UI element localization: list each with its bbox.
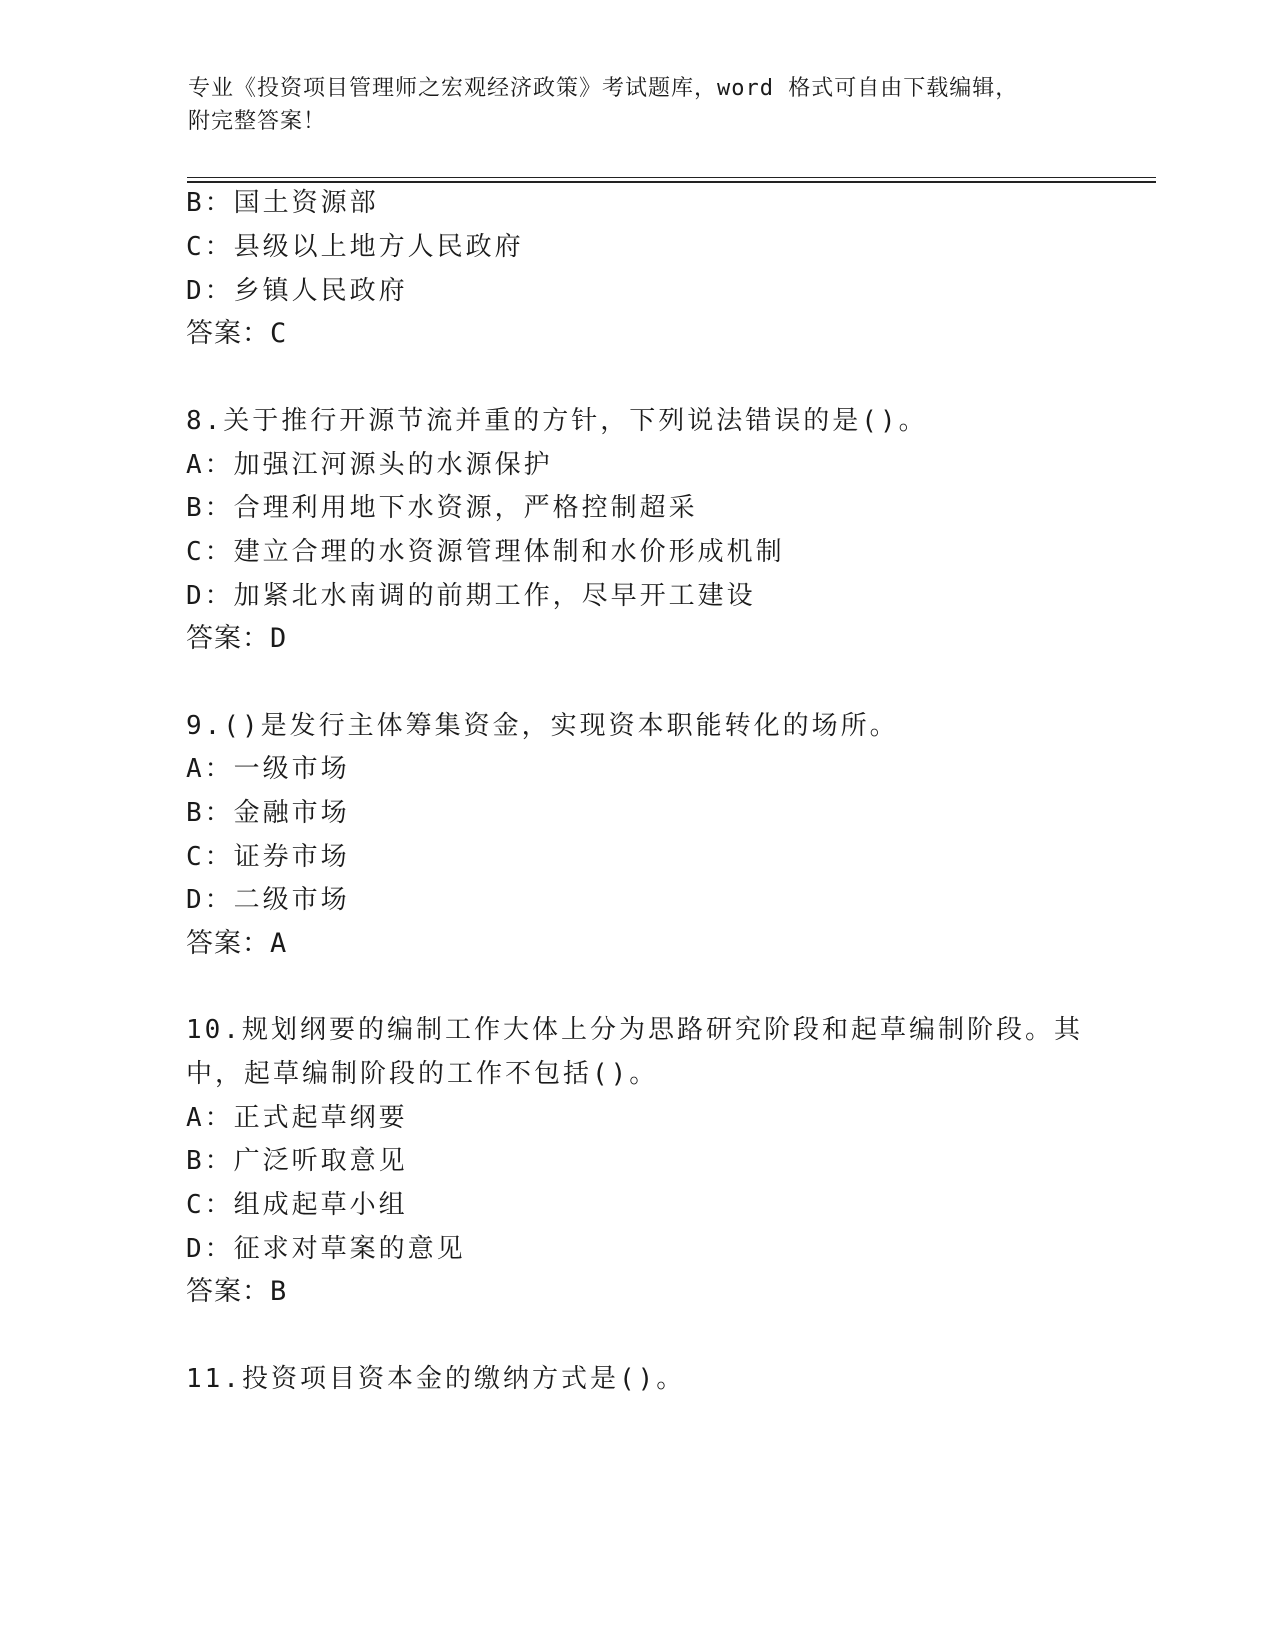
- option-d: D：乡镇人民政府: [186, 276, 408, 306]
- option-a: A：正式起草纲要: [186, 1103, 408, 1133]
- answer-label: 答案：: [186, 318, 270, 349]
- question-stem: 8.关于推行开源节流并重的方针，下列说法错误的是()。: [186, 406, 928, 436]
- answer-value: B: [270, 1276, 288, 1307]
- answer-value: C: [270, 318, 288, 349]
- answer-label: 答案：: [186, 623, 270, 654]
- answer-value: A: [270, 928, 288, 959]
- option-d: D：加紧北水南调的前期工作，尽早开工建设: [186, 581, 756, 611]
- option-b: B：金融市场: [186, 798, 350, 828]
- option-c: C：县级以上地方人民政府: [186, 232, 524, 262]
- question-stem-line-2: 中，起草编制阶段的工作不包括()。: [186, 1059, 659, 1089]
- option-c: C：证券市场: [186, 842, 350, 872]
- option-b: B：国土资源部: [186, 188, 379, 218]
- question-stem: 9.()是发行主体筹集资金，实现资本职能转化的场所。: [186, 711, 899, 741]
- header-rule-thin: [187, 177, 1156, 178]
- header-line-1: 专业《投资项目管理师之宏观经济政策》考试题库，word 格式可自由下载编辑，: [188, 76, 1019, 101]
- question-stem: 11.投资项目资本金的缴纳方式是()。: [186, 1364, 686, 1394]
- option-c: C：组成起草小组: [186, 1190, 408, 1220]
- option-a: A：加强江河源头的水源保护: [186, 450, 553, 480]
- option-a: A：一级市场: [186, 754, 350, 784]
- answer-line: [186, 622, 287, 656]
- document-header: [188, 72, 1088, 138]
- answer-line: [186, 927, 287, 961]
- option-d: D：征求对草案的意见: [186, 1234, 466, 1264]
- answer-line: [186, 317, 287, 351]
- answer-label: 答案：: [186, 928, 270, 959]
- answer-line: [186, 1275, 287, 1309]
- header-rule-thick: [187, 181, 1156, 183]
- option-c: C：建立合理的水资源管理体制和水价形成机制: [186, 537, 785, 567]
- option-b: B：合理利用地下水资源，严格控制超采: [186, 493, 698, 523]
- answer-value: D: [270, 623, 288, 654]
- answer-label: 答案：: [186, 1276, 270, 1307]
- header-line-2: 附完整答案！: [188, 109, 327, 134]
- option-d: D：二级市场: [186, 885, 350, 915]
- question-stem-line-1: 10.规划纲要的编制工作大体上分为思路研究阶段和起草编制阶段。其: [186, 1015, 1083, 1045]
- option-b: B：广泛听取意见: [186, 1146, 408, 1176]
